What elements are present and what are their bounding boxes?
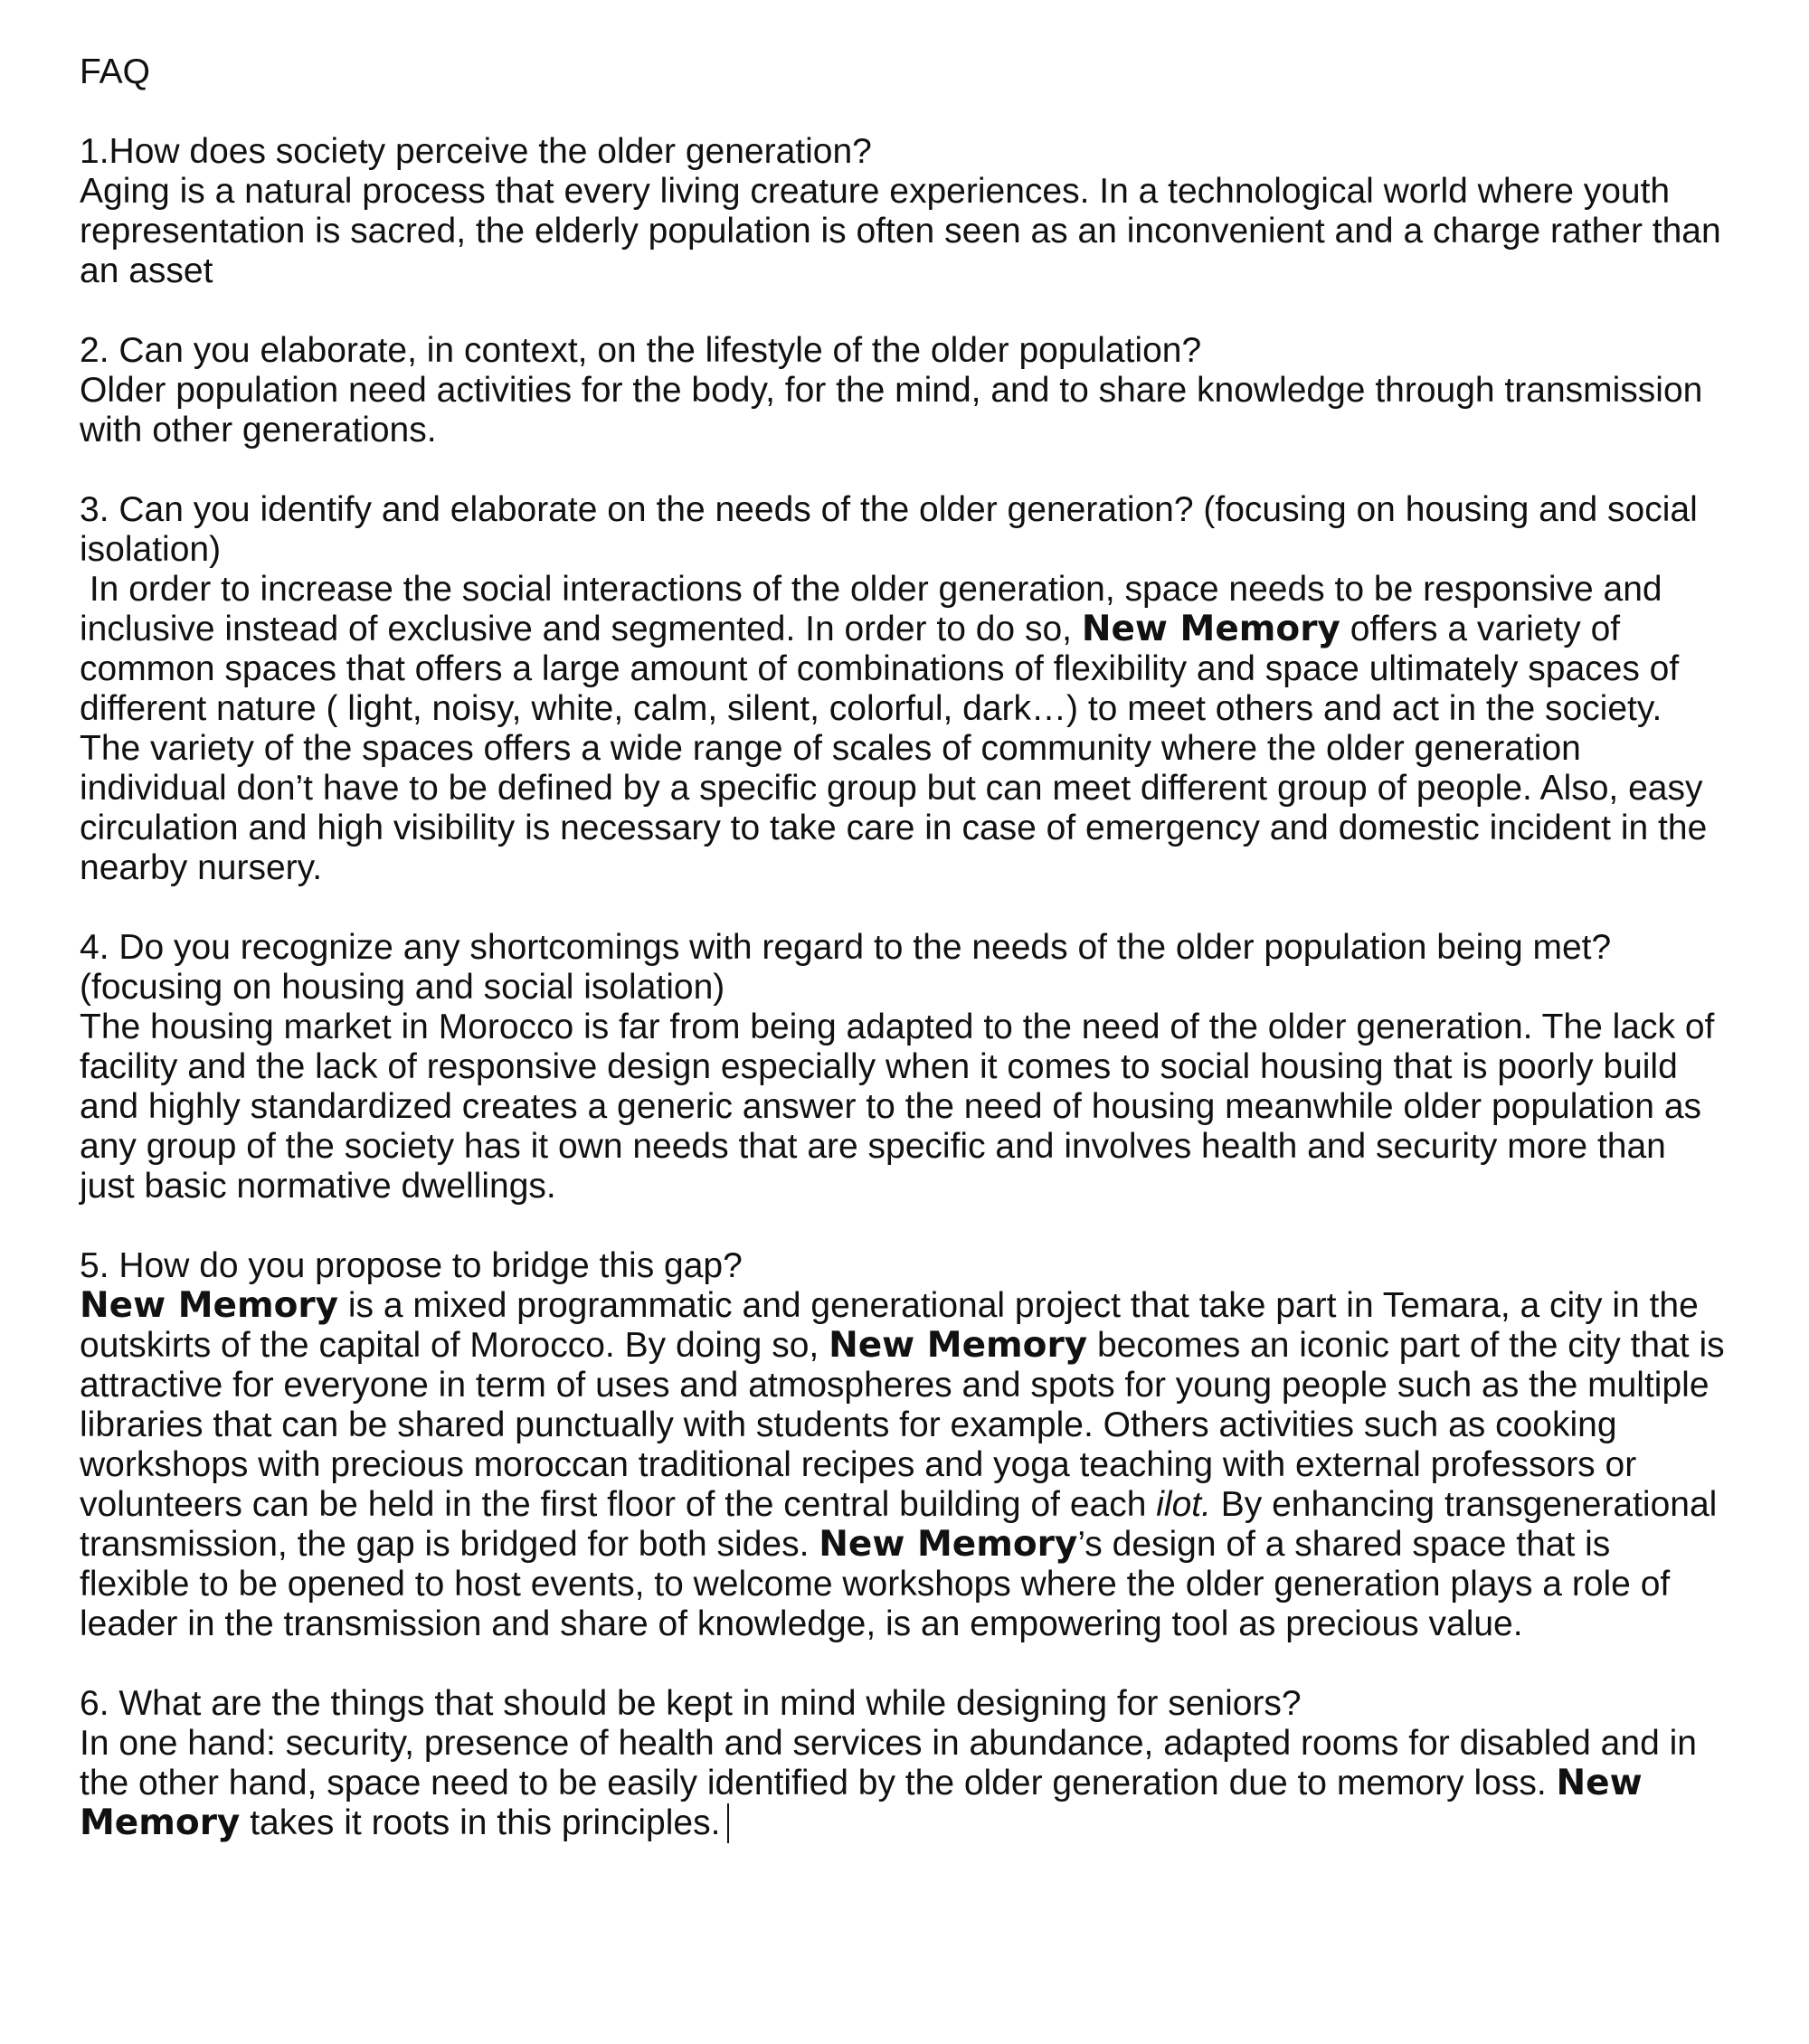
question-2: 2. Can you elaborate, in context, on the lifestyle of the older population? [80, 331, 1202, 370]
faq-item-1 [80, 132, 1731, 291]
question-1: 1.How does society perceive the older generation? [80, 132, 872, 171]
text-cursor [727, 1803, 729, 1843]
brand-name: New Memory [80, 1285, 339, 1326]
answer-6-text-b: takes it roots in this principles. [240, 1803, 721, 1842]
answer-5-text-a: is a mixed programmatic and generational project that take part in Temara, a city in the outskirts of the capital of Morocco. By doing so, [80, 1286, 1709, 1365]
answer-5 [80, 1285, 1735, 1644]
answer-4: The housing market in Morocco is far from being adapted to the need of the older generation. The lack of facility and the lack of responsive design especially when it comes to social housing that is poorly build and highly standardized creates a generic answer to the need of housing meanwhile older population as any group of the society has it own needs that are specific and involves health and security more than just basic normative dwellings. [80, 1008, 1725, 1206]
faq-item-3 [80, 490, 1726, 888]
question-6: 6. What are the things that should be kept in mind while designing for seniors? [80, 1684, 1302, 1723]
faq-document[interactable] [80, 52, 1735, 1883]
faq-item-4 [80, 928, 1726, 1207]
ilot-term: ilot. [1156, 1485, 1211, 1524]
answer-3 [80, 570, 1726, 888]
document-title: FAQ [80, 52, 151, 91]
answer-5-text-d: ’s design of a shared space that is flexible to be opened to host events, to welcome workshops where the older generation plays a role of leader in the transmission and share of knowledge, is an empowering tool as precious value. [80, 1525, 1681, 1643]
brand-name: New Memory [819, 1524, 1078, 1565]
answer-6-text-a: In one hand: security, presence of health and services in abundance, adapted rooms for disabled and in the other hand, space need to be easily identified by the older generation due to memory loss. [80, 1724, 1707, 1803]
faq-item-5 [80, 1246, 1735, 1644]
question-5: 5. How do you propose to bridge this gap? [80, 1246, 743, 1285]
faq-item-6 [80, 1684, 1726, 1843]
answer-2: Older population need activities for the body, for the mind, and to share knowledge through transmission with other generations. [80, 371, 1713, 449]
faq-item-2 [80, 331, 1726, 450]
brand-name: New Memory [1081, 609, 1340, 649]
question-4: 4. Do you recognize any shortcomings with regard to the needs of the older population being met? (focusing on housing and social isolation) [80, 928, 1612, 1007]
answer-3-text-a: In order to increase the social interactions of the older generation, space needs to be responsive and inclusive instead of exclusive and segmented. In order to do so, [80, 570, 1672, 648]
answer-1: Aging is a natural process that every living creature experiences. In a technological world where youth representation is sacred, the elderly population is often seen as an inconvenient and a charge rather than an asset [80, 172, 1731, 290]
answer-6 [80, 1724, 1726, 1843]
brand-name: New Memory [829, 1325, 1088, 1366]
brand-name: New Memory [80, 1763, 1655, 1843]
answer-3-text-b: offers a variety of common spaces that offers a large amount of combinations of flexibility and space ultimately spaces of different nature ( light, noisy, white, calm, silent, colorful, dark…) to meet others and act in the society. The variety of the spaces offers a wide range of scales of community where the older generation individual don’t have to be defined by a specific group but can meet different group of people. Also, easy circulation and high visibility is necessary to take care in case of emergency and domestic incident in the nearby nursery. [80, 610, 1718, 887]
question-3: 3. Can you identify and elaborate on the needs of the older generation? (focusing on housing and social isolation) [80, 490, 1698, 569]
answer-5-text-c: By enhancing transgenerational transmission, the gap is bridged for both sides. [80, 1485, 1728, 1564]
answer-5-text-b: becomes an iconic part of the city that is attractive for everyone in term of uses and atmospheres and spots for young people such as the multiple libraries that can be shared punctually with students for example. Others activities such as cooking workshops with precious moroccan traditional recipes and yoga teaching with external professors or volunteers can be held in the first floor of the central building of each [80, 1326, 1735, 1524]
